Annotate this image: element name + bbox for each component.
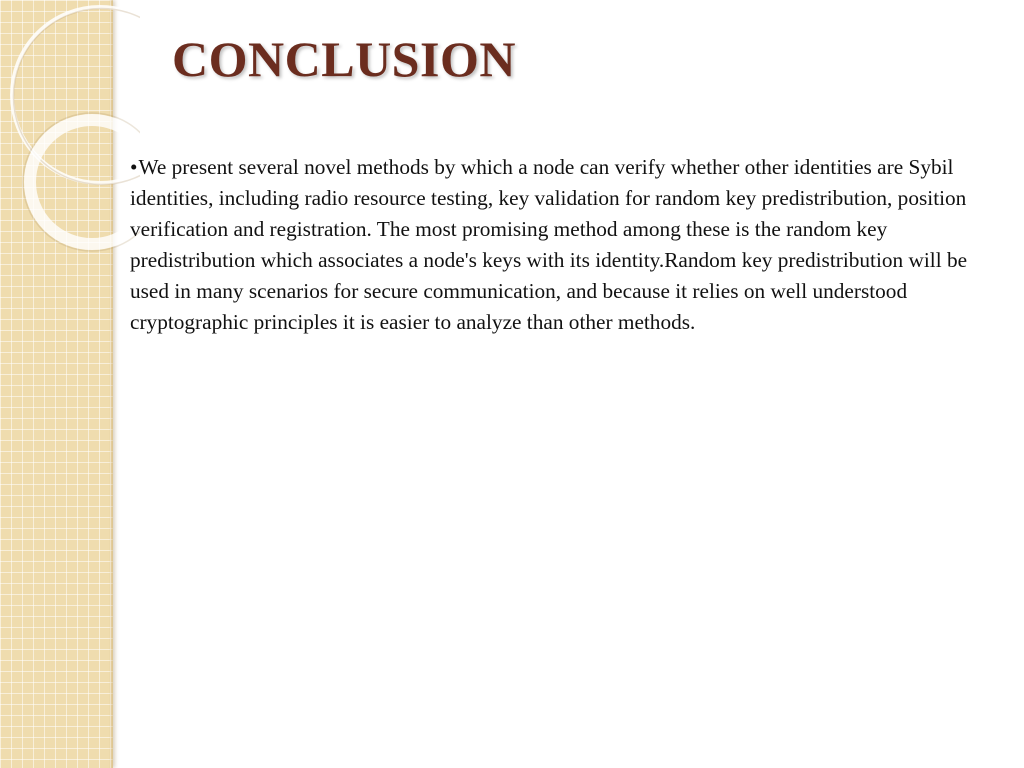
bullet-marker: •: [130, 155, 138, 179]
bullet-text: We present several novel methods by which a node can verify whether other identities are Sybil identities, including radio resource testing, key validation for random key predistribution, position verification and registration. The most promising method among these is the random key predistribution which associates a node's keys with its identity.Random key predistribution will be used in many scenarios for secure communication, and because it relies on well understood cryptographic principles it is easier to analyze than other methods.: [130, 155, 968, 334]
slide-title: CONCLUSION: [172, 31, 516, 87]
decorative-rings: [0, 0, 140, 260]
bullet-item: [130, 152, 990, 338]
